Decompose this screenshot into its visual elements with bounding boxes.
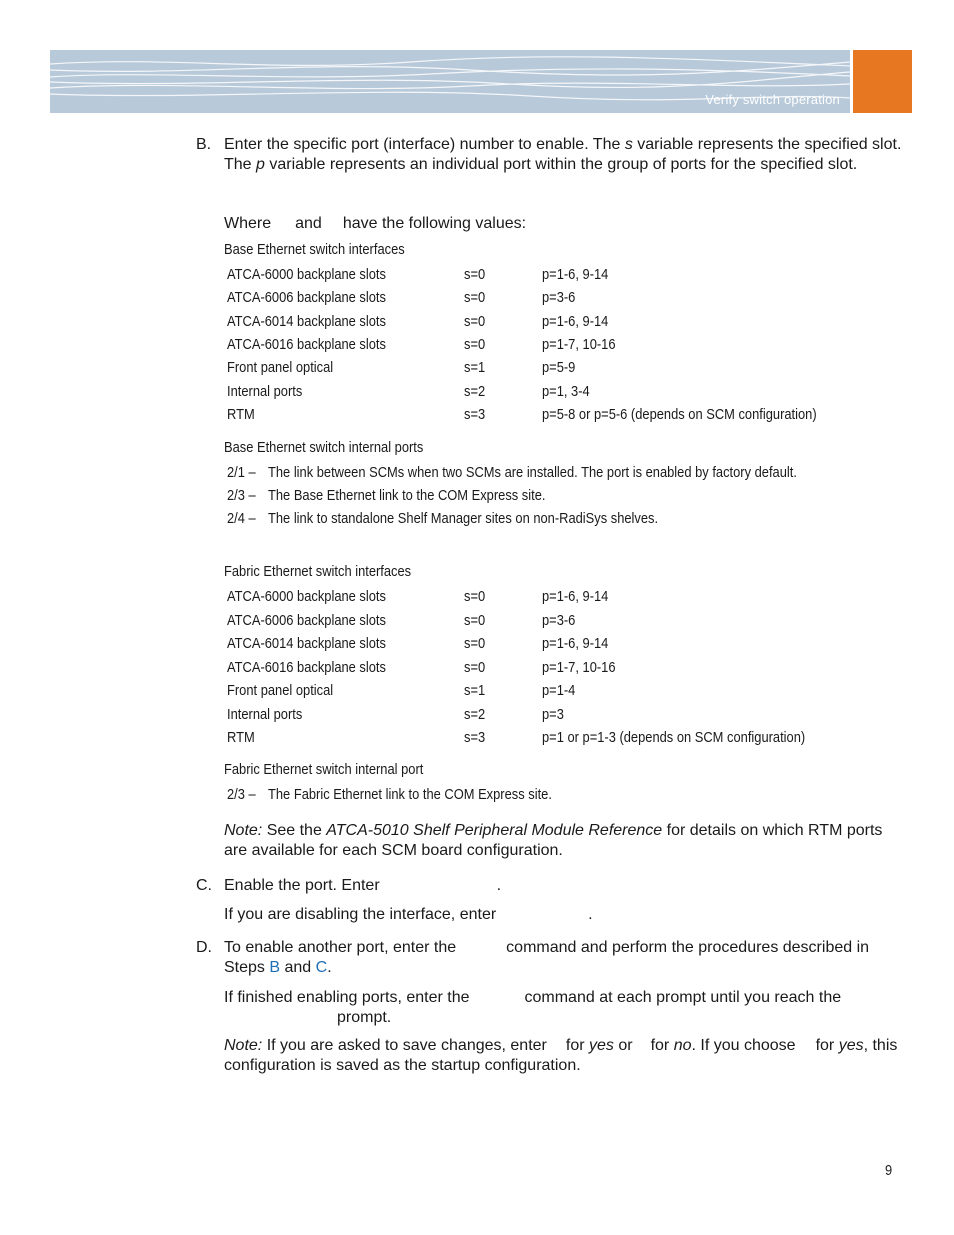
slot-value: s=0 — [464, 588, 486, 605]
slot-value: s=2 — [464, 382, 486, 400]
slot-value: s=2 — [464, 705, 486, 723]
port-range: p=1-7, 10-16 — [542, 335, 616, 353]
step-d-finish-text: If finished enabling ports, enter the — [224, 989, 470, 1006]
step-b-marker: B. — [196, 136, 212, 153]
port-range: p=1, 3-4 — [542, 382, 590, 400]
step-b-link[interactable]: B — [269, 959, 281, 976]
fabric-internal-heading: Fabric Ethernet switch internal port — [224, 761, 424, 778]
slot-value: s=0 — [464, 635, 486, 652]
slot-name: ATCA-6016 backplane slots — [227, 658, 386, 676]
base-interfaces-heading: Base Ethernet switch interfaces — [224, 241, 405, 258]
step-c-line-1 — [224, 876, 904, 896]
slot-value: s=0 — [464, 312, 486, 330]
step-b-text-3: variable represents an individual port within the group of ports for the specified slot. — [264, 156, 858, 173]
port-code: 2/3 – — [227, 786, 256, 803]
step-d-marker: D. — [196, 939, 212, 956]
port-range: p=5-9 — [542, 359, 576, 377]
note-text-2: for details on which RTM ports are available for each SCM board configuration. — [224, 822, 883, 859]
section-title: Verify switch operation — [705, 92, 840, 107]
slot-name: RTM — [227, 405, 255, 423]
step-c-disable-text: If you are disabling the interface, enter — [224, 906, 497, 923]
slot-value: s=1 — [464, 682, 486, 699]
step-b-text-2: variable represents the specified slot. The — [224, 136, 902, 173]
port-description: The Fabric Ethernet link to the COM Express site. — [268, 786, 552, 803]
slot-value: s=3 — [464, 405, 486, 423]
slot-name: ATCA-6014 backplane slots — [227, 312, 386, 330]
step-d-text-1: To enable another port, enter the — [224, 939, 457, 956]
port-range: p=3-6 — [542, 611, 576, 629]
note-rtm — [224, 821, 904, 861]
port-description: The link to standalone Shelf Manager sites on non-RadiSys shelves. — [268, 510, 659, 527]
note-2-label: Note: — [224, 1037, 263, 1054]
note-2-text-6: for — [815, 1037, 839, 1054]
note-label: Note: — [224, 822, 263, 839]
slot-name: Internal ports — [227, 705, 303, 723]
note-2-text-1: If you are asked to save changes, enter — [262, 1037, 547, 1054]
note-2-text-3: or — [613, 1037, 633, 1054]
slot-name: Front panel optical — [227, 359, 334, 377]
note-2-yes-2: yes — [838, 1037, 864, 1054]
note-reference: ATCA-5010 Shelf Peripheral Module Reference — [326, 822, 663, 839]
port-code: 2/1 – — [227, 464, 256, 481]
step-d-finish-text-2: command at each prompt until you reach the — [524, 989, 842, 1006]
step-c-period: . — [496, 877, 502, 894]
port-description: The Base Ethernet link to the COM Express site. — [268, 487, 546, 504]
var-s: s — [624, 136, 633, 153]
slot-name: ATCA-6000 backplane slots — [227, 266, 386, 283]
step-c-text: Enable the port. Enter — [224, 877, 380, 894]
step-d-prompt-word: prompt. — [337, 1009, 392, 1026]
slot-name: ATCA-6016 backplane slots — [227, 335, 386, 353]
port-range: p=5-8 or p=5-6 (depends on SCM configuration) — [542, 405, 817, 423]
slot-name: ATCA-6006 backplane slots — [227, 289, 386, 307]
base-internal-heading: Base Ethernet switch internal ports — [224, 439, 424, 456]
slot-name: ATCA-6006 backplane slots — [227, 611, 386, 629]
values-text: have the following values: — [342, 215, 527, 232]
port-range: p=1-6, 9-14 — [542, 312, 609, 330]
step-d-text-2: command and perform the procedures described in — [506, 939, 870, 956]
port-range: p=1-4 — [542, 682, 576, 699]
port-range: p=1-6, 9-14 — [542, 635, 609, 652]
port-range: p=1-6, 9-14 — [542, 588, 609, 605]
slot-name: RTM — [227, 729, 255, 746]
step-d-line-2 — [224, 988, 904, 1028]
and-word-2: and — [280, 959, 316, 976]
slot-value: s=3 — [464, 729, 486, 746]
header-banner — [50, 50, 850, 113]
slot-value: s=0 — [464, 266, 486, 283]
note-2-text-7: , this configuration is saved as the startup configuration. — [224, 1037, 898, 1074]
where-line — [224, 214, 904, 234]
step-c-disable-period: . — [588, 906, 593, 923]
slot-value: s=1 — [464, 359, 486, 377]
port-range: p=1 or p=1-3 (depends on SCM configuration) — [542, 729, 806, 746]
step-c-line-2 — [224, 905, 904, 925]
where-word: Where — [224, 215, 272, 232]
step-d-period: . — [327, 959, 332, 976]
slot-value: s=0 — [464, 658, 486, 676]
step-b-text — [224, 135, 904, 175]
slot-name: ATCA-6000 backplane slots — [227, 588, 386, 605]
note-2-text-4: for — [650, 1037, 674, 1054]
port-range: p=3 — [542, 705, 564, 723]
step-d-line-1 — [224, 938, 904, 978]
page-number: 9 — [885, 1162, 893, 1179]
port-code: 2/3 – — [227, 487, 256, 504]
slot-value: s=0 — [464, 335, 486, 353]
step-b-text-1: Enter the specific port (interface) number to enable. The — [224, 136, 625, 153]
chapter-tab — [853, 50, 912, 113]
note-2-yes: yes — [589, 1037, 614, 1054]
step-c-link[interactable]: C — [315, 959, 328, 976]
note-2-text-2: for — [565, 1037, 589, 1054]
slot-name: Internal ports — [227, 382, 303, 400]
port-description: The link between SCMs when two SCMs are installed. The port is enabled by factory default. — [268, 464, 797, 481]
port-range: p=1-6, 9-14 — [542, 266, 609, 283]
slot-name: ATCA-6014 backplane slots — [227, 635, 386, 652]
note-2-text-5: . If you choose — [691, 1037, 796, 1054]
step-c-marker: C. — [196, 877, 212, 894]
slot-value: s=0 — [464, 611, 486, 629]
var-p: p — [256, 156, 265, 173]
and-word: and — [295, 215, 322, 232]
slot-value: s=0 — [464, 289, 486, 307]
port-range: p=3-6 — [542, 289, 576, 307]
port-code: 2/4 – — [227, 510, 256, 527]
port-range: p=1-7, 10-16 — [542, 658, 616, 676]
note-save — [224, 1036, 904, 1076]
note-text-1: See the — [262, 822, 327, 839]
steps-word: Steps — [224, 959, 270, 976]
note-2-no: no — [673, 1037, 692, 1054]
slot-name: Front panel optical — [227, 682, 334, 699]
fabric-interfaces-heading: Fabric Ethernet switch interfaces — [224, 563, 412, 580]
